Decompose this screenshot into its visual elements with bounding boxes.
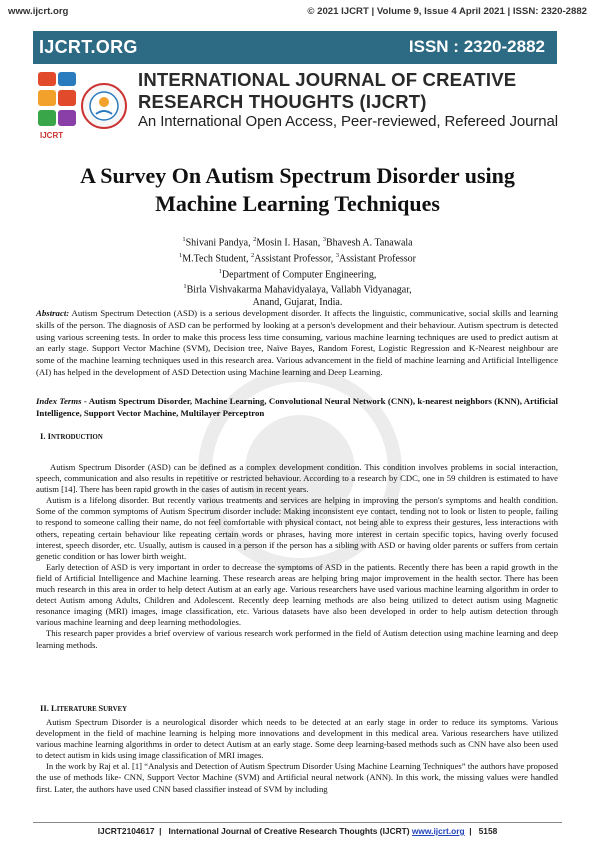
abstract-label: Abstract: xyxy=(36,308,70,318)
journal-banner xyxy=(33,31,557,64)
author-block xyxy=(40,234,555,310)
header-url[interactable]: www.ijcrt.org xyxy=(8,6,69,17)
footer-page-number: 5158 xyxy=(478,826,498,836)
paragraph: Early detection of ASD is very important in order to decrease the symptoms of ASD in the patients. Recently there has been a rapid growth in the field of Artificial Intelligence and Machine learning. These research areas are helping bring major improvement in the health sector. There has been much research in this area in order to help detect Autism at an early age. Various researchers have used various machine learning algorithm in order to detect Autism among Adults, Children and Adolescent. Recently deep learning methods are also being utilized to detect autism using Magnetic resonance imaging (MRI) images, image classification, etc. Various datasets have also been developed in order to help autism detection through various machine learning and deep learning methodologies. xyxy=(36,561,558,628)
index-terms-label: Index Terms xyxy=(36,396,82,406)
paragraph: Autism Spectrum Disorder is a neurological disorder which needs to be detected at an early stage in order to reduce its symptoms. Various development in the field of machine learning is helping more innovations and development in this medical area. Various researchers have utilized various machine learning algorithms in order to detect Autism at an early stage. Some deep learning-based methods such as CNN have also been used to detect autism in kids using image classification of MRI images. xyxy=(36,717,558,761)
introduction-body xyxy=(36,462,558,651)
logo-block-blue xyxy=(58,72,76,86)
literature-survey-body xyxy=(36,717,558,795)
paragraph: This research paper provides a brief overview of various research work performed in the field of Autism detection using machine learning and deep learning methods. xyxy=(36,628,558,650)
ijcrt-logo-icon xyxy=(36,68,130,142)
section-heading-literature-survey: II. LITERATURE SURVEY xyxy=(40,703,128,713)
index-terms-text: - Autism Spectrum Disorder, Machine Learning, Convolutional Neural Network (CNN), k-nearest neighbors (KNN), Artificial Intelligence, Support Vector Machine, Multilayer Perceptron xyxy=(36,396,558,418)
paper-title-line1: A Survey On Autism Spectrum Disorder using xyxy=(80,163,515,188)
paragraph: Autism is a lifelong disorder. But recently various treatments and services are helping in improving the person's symptoms and health condition. Some of the common symptoms of Autism Spectrum disorder include: Making inconsistent eye contact, tending not to look or listen to people, failing to respond to someone calling their name, do not feel comfortable with physical contact, not being able to express their gestures, less interactions with others, repeating certain behaviour like repeating certain words or phrases, having more interest in certain specific topics, having overly focused interest, speech disorder, etc. Usually, autism is caused in a person if the person has a sibling with ASD or having older parents or suffers from certain genetic condition or has lower birth weight. xyxy=(36,495,558,561)
author-roles: $^1$M.Tech Student, $^2$Assistant Professor, $^3$Assistant Professor xyxy=(179,251,416,265)
logo-text: IJCRT xyxy=(40,131,64,140)
logo-block-red2 xyxy=(58,90,76,106)
footer-site-link[interactable]: www.ijcrt.org xyxy=(411,826,465,836)
paragraph: Autism Spectrum Disorder (ASD) can be defined as a complex development condition. This condition involves problems in social interaction, speech, communication and also results in repetitive or restricted behaviour. According to a research by CDC, one in 59 children is estimated to have autism [14]. There has been rapid growth in the cases of autism in recent years. xyxy=(36,462,558,495)
author-name: Shivani Pandya, xyxy=(185,237,254,249)
section-heading-introduction: I. INTRODUCTION xyxy=(40,431,103,441)
logo-block-red xyxy=(38,72,56,86)
journal-subtitle: An International Open Access, Peer-reviewed, Refereed Journal xyxy=(138,113,558,130)
journal-title-line2: RESEARCH THOUGHTS (IJCRT) xyxy=(138,91,427,112)
footer-divider xyxy=(33,822,562,823)
index-terms xyxy=(36,396,558,420)
author-name: Bhavesh A. Tanawala xyxy=(326,237,413,249)
paper-title-line2: Machine Learning Techniques xyxy=(155,191,440,216)
page-footer: IJCRT2104617 | International Journal of Creative Research Thoughts (IJCRT) www.ijcrt.org | 5158 xyxy=(97,826,498,836)
logo-block-purple xyxy=(58,110,76,126)
abstract-text: Autism Spectrum Detection (ASD) is a serious development disorder. It affects the linguistic, communicative, social skills and learning skills of the person. The diagnosis of ASD can be performed by looking at a person's development and their behaviour. Autism spectrum is detected using various screening tests. In order to make this process less time consuming, various machine learning techniques are used to predict autism at an early stage. Support Vector Machine (SVM), Decision tree, Naïve Bayes, Random Forest, Logistic Regression and K-Nearest neighbour are some of the machine learning techniques used in this research area. Various advancement in the field of machine learning and Artificial Intelligence (AI) has helped in the development of ASD Detection using Machine learning and Deep Learning. xyxy=(36,308,558,377)
author-city: Anand, Gujarat, India. xyxy=(252,297,343,309)
journal-title-line1: INTERNATIONAL JOURNAL OF CREATIVE xyxy=(138,69,517,90)
paper-title xyxy=(40,162,555,218)
page-header xyxy=(8,6,587,20)
footer-journal-name: International Journal of Creative Research Thoughts (IJCRT) xyxy=(168,826,410,836)
author-name: Mosin I. Hasan, xyxy=(256,237,323,249)
header-issue-info: © 2021 IJCRT | Volume 9, Issue 4 April 2021 | ISSN: 2320-2882 xyxy=(307,6,587,17)
paragraph: In the work by Raj et al. [1] “Analysis and Detection of Autism Spectrum Disorder Using Machine Learning Techniques” the authors have proposed the use of methods like- CNN, Support Vector Machine (SVM) and Artificial neural network (ANN). In this work, the missing values were handled first. Later, the authors have used CNN based classifier instead of SVM by including xyxy=(36,761,558,794)
logo-block-green xyxy=(38,110,56,126)
footer-paper-id: IJCRT2104617 xyxy=(97,826,155,836)
abstract xyxy=(36,308,558,379)
author-department: $^1$Department of Computer Engineering, xyxy=(218,267,377,280)
author-college: $^1$Birla Vishvakarma Mahavidyalaya, Vallabh Vidyanagar, xyxy=(183,283,412,296)
banner-issn: ISSN : 2320-2882 xyxy=(408,37,545,56)
banner-site: IJCRT.ORG xyxy=(39,37,138,57)
author-names: $^1$Shivani Pandya, $^2$Mosin I. Hasan, $^3$Bhavesh A. Tanawala xyxy=(182,236,413,249)
logo-block-orange xyxy=(38,90,56,106)
